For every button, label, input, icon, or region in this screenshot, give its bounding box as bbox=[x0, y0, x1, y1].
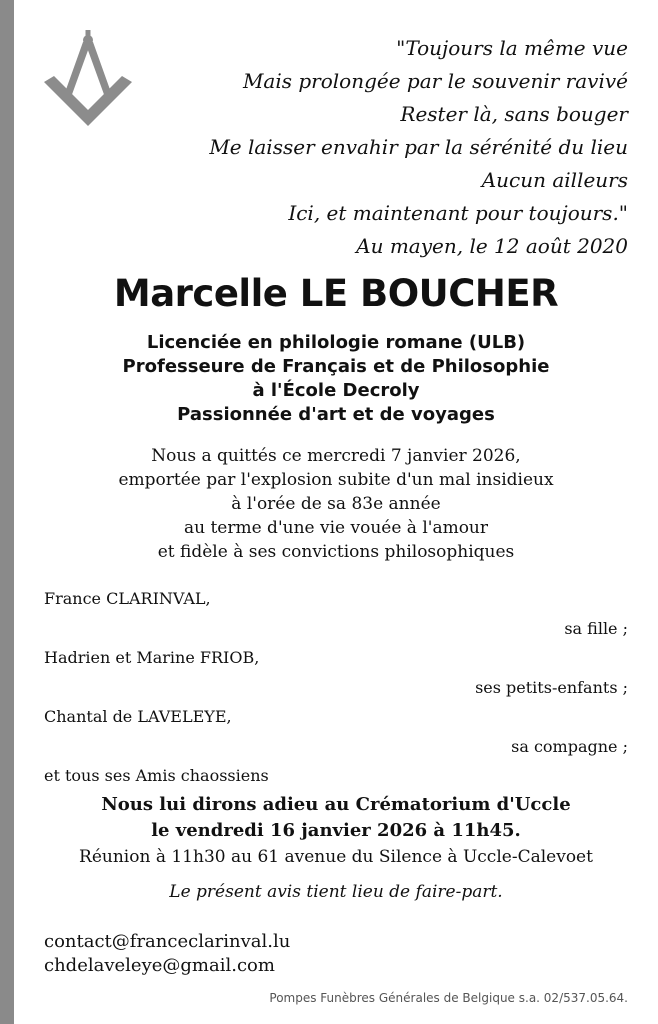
family-list bbox=[44, 588, 628, 795]
passing-line: emportée par l'explosion subite d'un mal insidieux bbox=[118, 470, 554, 490]
deceased-titles bbox=[14, 331, 658, 427]
deceased-name: Marcelle LE BOUCHER bbox=[113, 272, 559, 315]
poem bbox=[128, 32, 628, 263]
poem-line: Rester là, sans bouger bbox=[400, 102, 628, 126]
passing-announcement bbox=[14, 444, 658, 564]
contact-email-link[interactable]: contact@franceclarinval.lu bbox=[44, 931, 291, 952]
poem-line: Mais prolongée par le souvenir ravivé bbox=[242, 69, 628, 93]
square-and-compass-icon bbox=[44, 30, 132, 126]
contact-emails bbox=[44, 930, 290, 978]
left-margin-bar bbox=[0, 0, 14, 1024]
poem-line: Me laisser envahir par la sérénité du lieu bbox=[209, 135, 628, 159]
ceremony-date: le vendredi 16 janvier 2026 à 11h45. bbox=[151, 820, 521, 841]
title-line: Licenciée en philologie romane (ULB) bbox=[146, 332, 526, 353]
family-member-relation: sa fille ; bbox=[564, 619, 628, 638]
title-line: Professeure de Français et de Philosophie bbox=[122, 356, 550, 377]
poem-line: "Toujours la même vue bbox=[396, 36, 628, 60]
ceremony-venue: Nous lui dirons adieu au Crématorium d'Uccle bbox=[101, 794, 571, 815]
family-member-name: Hadrien et Marine FRIOB, bbox=[44, 648, 260, 667]
funeral-home-footer: Pompes Funèbres Générales de Belgique s.a. 02/537.05.64. bbox=[269, 991, 628, 1005]
poem-line: Ici, et maintenant pour toujours." bbox=[288, 201, 628, 225]
contact-email-link[interactable]: chdelaveleye@gmail.com bbox=[44, 955, 275, 976]
friends-line: et tous ses Amis chaossiens bbox=[44, 766, 269, 785]
death-notice bbox=[14, 0, 658, 1024]
family-member-name: France CLARINVAL, bbox=[44, 589, 211, 608]
family-member-relation: ses petits-enfants ; bbox=[475, 678, 628, 697]
passing-line: et fidèle à ses convictions philosophiques bbox=[157, 542, 515, 562]
title-line: Passionnée d'art et de voyages bbox=[177, 404, 495, 425]
passing-line: Nous a quittés ce mercredi 7 janvier 2026, bbox=[151, 446, 521, 466]
meeting-info: Réunion à 11h30 au 61 avenue du Silence à Uccle-Calevoet bbox=[79, 847, 593, 867]
title-line: à l'École Decroly bbox=[252, 380, 420, 401]
passing-line: au terme d'une vie vouée à l'amour bbox=[183, 518, 489, 538]
family-member-relation: sa compagne ; bbox=[511, 737, 628, 756]
poem-line: Aucun ailleurs bbox=[481, 168, 628, 192]
notice-note: Le présent avis tient lieu de faire-part. bbox=[169, 882, 503, 902]
family-member-name: Chantal de LAVELEYE, bbox=[44, 707, 232, 726]
passing-line: à l'orée de sa 83e année bbox=[231, 494, 441, 514]
ceremony-details bbox=[14, 792, 658, 904]
poem-attribution: Au mayen, le 12 août 2020 bbox=[356, 234, 628, 258]
